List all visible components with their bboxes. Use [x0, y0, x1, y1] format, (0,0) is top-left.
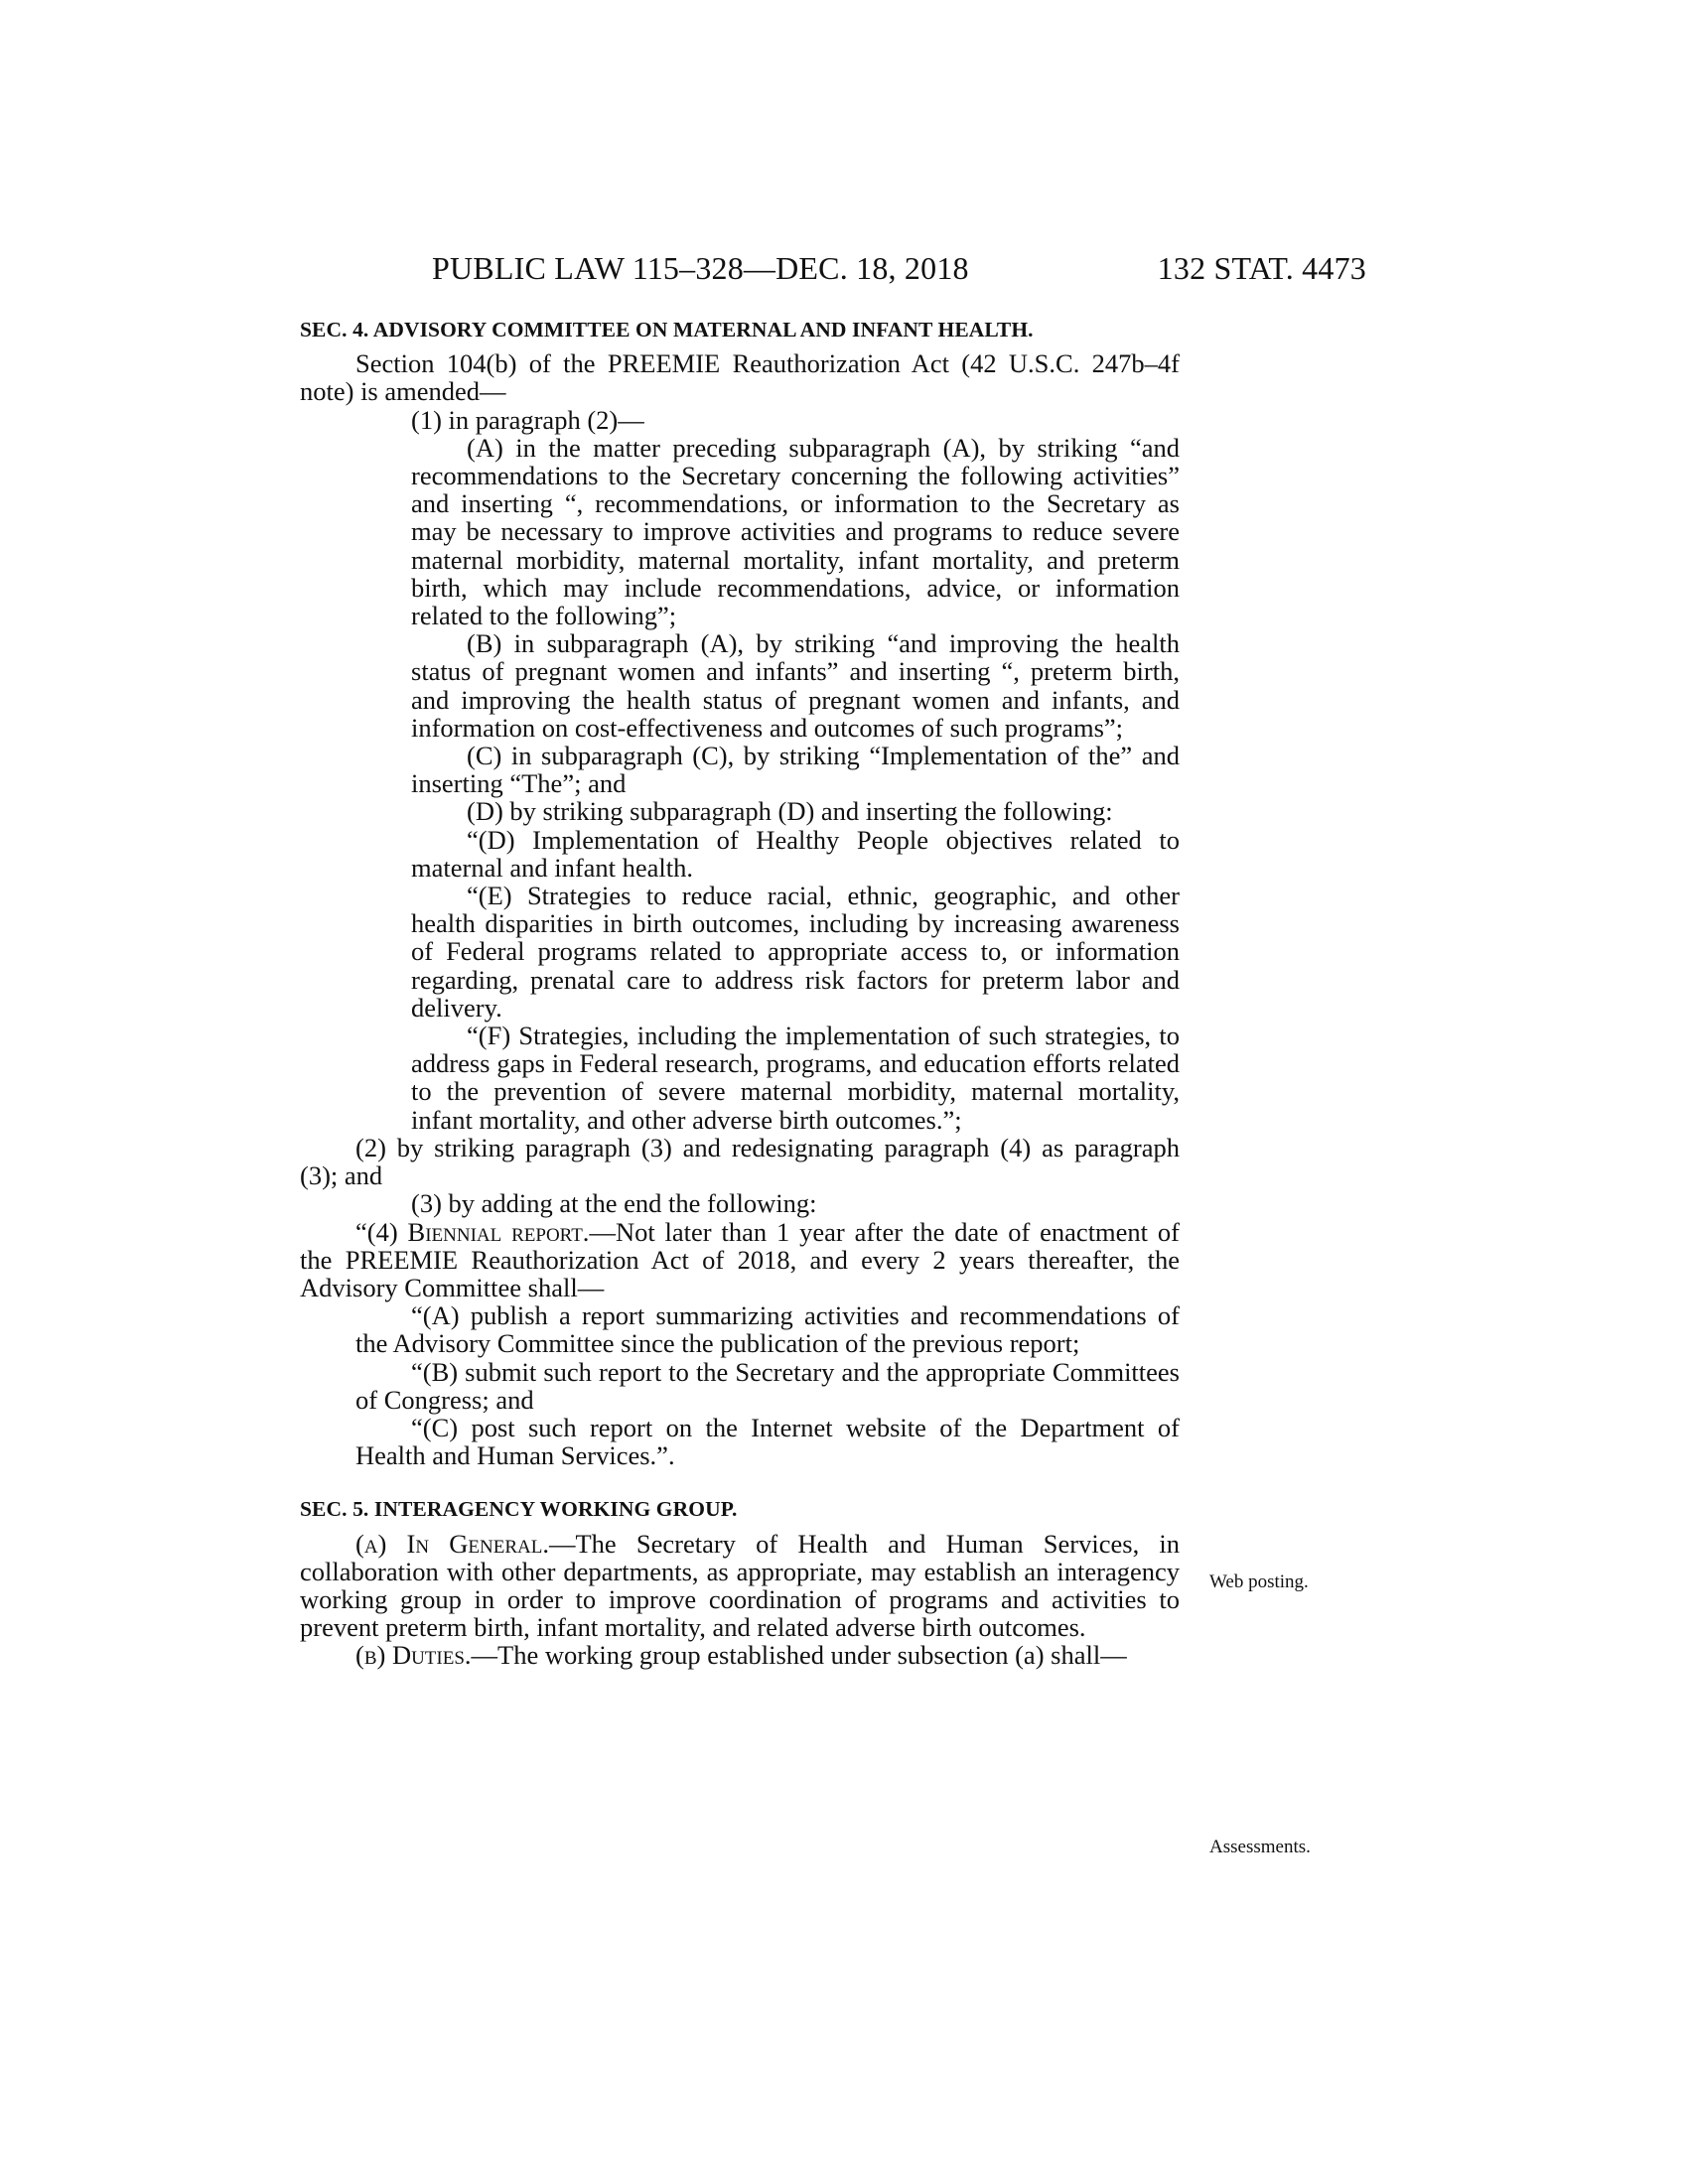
law-citation: PUBLIC LAW 115–328—DEC. 18, 2018 — [432, 250, 969, 286]
section-5-heading: SEC. 5. INTERAGENCY WORKING GROUP. — [300, 1497, 738, 1522]
biennial-report-text: —Not later than 1 year after the date of enactment of the PREEMIE Reauthorization Act of 2018, and every 2 years thereafter, the Advisory Committee shall— — [300, 1216, 1180, 1302]
paragraph-2: (2) by striking paragraph (3) and redesignating paragraph (4) as paragraph (3); and — [300, 1132, 1180, 1191]
subparagraph-b: (B) in subparagraph (A), by striking “and improving the health status of pregnant women and infants” and inserting “, preterm birth, and improving the health status of pregnant women and infants, and information on cost-effectiveness and outcomes of such programs”; — [411, 628, 1180, 743]
page-header — [432, 250, 1366, 290]
section-4-intro: Section 104(b) of the PREEMIE Reauthorization Act (42 U.S.C. 247b–4f note) is amended— — [300, 348, 1180, 407]
stat-page-number: 132 STAT. 4473 — [1157, 250, 1366, 286]
section-4-heading: SEC. 4. ADVISORY COMMITTEE ON MATERNAL AND INFANT HEALTH. — [300, 318, 1034, 341]
subparagraph-a: (A) in the matter preceding subparagraph (A), by striking “and recommendations to the Secretary concerning the following activities” and inserting “, recommendations, or information to the Secretary as may be necessary to improve activities and programs to reduce severe maternal morbidity, maternal mortality, infant mortality, and preterm birth, which may include recommendations, advice, or information related to the following”; — [411, 432, 1180, 631]
duties-text: —The working group established under subsection (a) shall— — [471, 1640, 1127, 1671]
paragraph-3: (3) by adding at the end the following: — [411, 1188, 817, 1219]
subsection-b — [300, 1641, 1180, 1669]
subsection-a — [300, 1530, 1180, 1642]
quoted-4b: “(B) submit such report to the Secretary and the appropriate Committees of Congress; and — [355, 1356, 1180, 1415]
in-general-text: —The Secretary of Health and Human Services, in collaboration with other departments, as appropriate, may establish an interagency working group in order to improve coordination of programs and activities to prevent preterm birth, infant mortality, and related adverse birth outcomes. — [300, 1528, 1180, 1643]
margin-note-assessments: Assessments. — [1209, 1837, 1311, 1857]
margin-note-web-posting: Web posting. — [1209, 1571, 1309, 1592]
document-body — [300, 316, 1180, 1670]
subparagraph-d: (D) by striking subparagraph (D) and inserting the following: — [467, 796, 1113, 827]
subparagraph-c: (C) in subparagraph (C), by striking “Implementation of the” and inserting “The”; and — [411, 741, 1180, 799]
quoted-e: “(E) Strategies to reduce racial, ethnic, geographic, and other health disparities in birth outcomes, including by increasing awareness of Federal programs related to appropriate access to, or information regarding, prenatal care to address risk factors for preterm labor and delivery. — [411, 881, 1180, 1023]
duties-label: (b) Duties. — [355, 1640, 472, 1671]
biennial-report-label: “(4) Biennial report. — [355, 1216, 590, 1247]
in-general-label: (a) In General. — [355, 1528, 549, 1559]
quoted-f: “(F) Strategies, including the implementation of such strategies, to address gaps in Federal research, programs, and education efforts related to the prevention of severe maternal morbidity, maternal mortality, infant mortality, and other adverse birth outcomes.”; — [411, 1021, 1180, 1135]
quoted-4-biennial-report — [300, 1218, 1180, 1302]
quoted-4c: “(C) post such report on the Internet website of the Department of Health and Human Services.”. — [355, 1412, 1180, 1471]
quoted-4a: “(A) publish a report summarizing activities and recommendations of the Advisory Committee since the publication of the previous report; — [355, 1300, 1180, 1359]
paragraph-1: (1) in paragraph (2)— — [411, 404, 644, 435]
quoted-d: “(D) Implementation of Healthy People objectives related to maternal and infant health. — [411, 824, 1180, 883]
